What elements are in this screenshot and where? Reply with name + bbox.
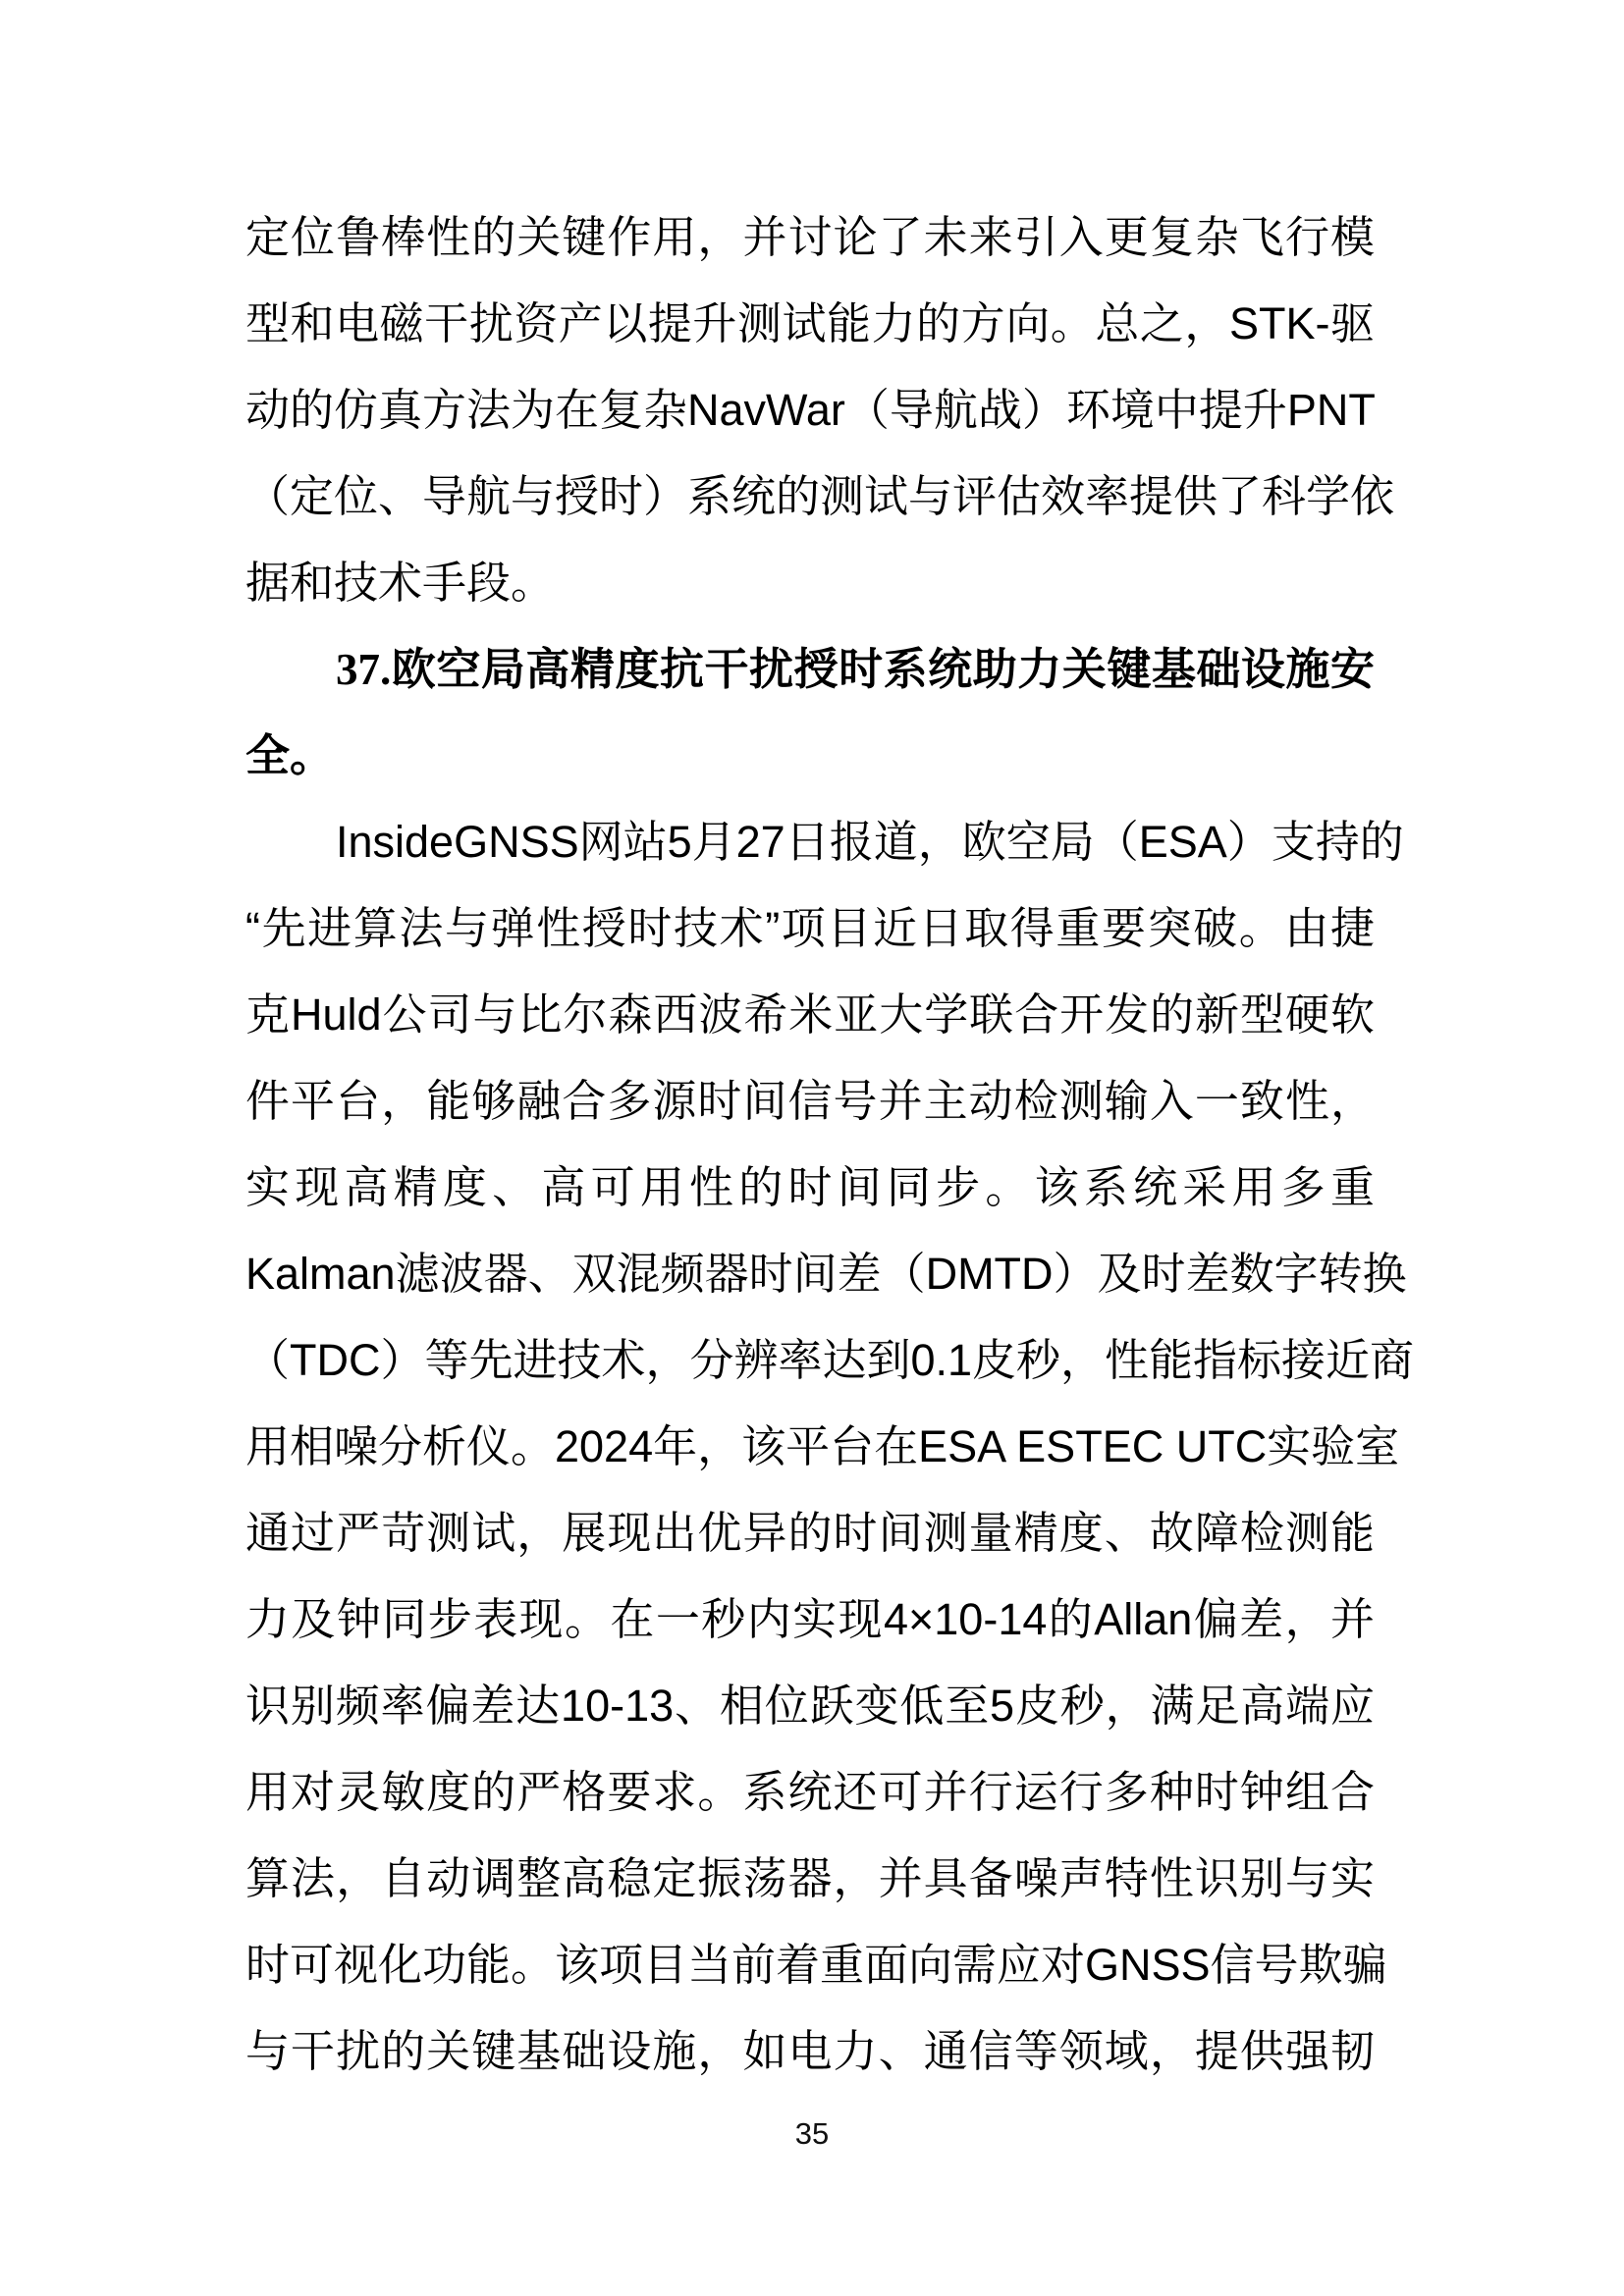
body-line: 通过严苛测试，展现出优异的时间测量精度、故障检测能 <box>245 1508 1375 1558</box>
body-line: 动的仿真方法为在复杂NavWar（导航战）环境中提升PNT <box>245 385 1376 435</box>
body-line: 与干扰的关键基础设施，如电力、通信等领域，提供强韧 <box>245 2026 1375 2076</box>
body-line: 算法，自动调整高稳定振荡器，并具备噪声特性识别与实 <box>245 1853 1375 1903</box>
body-line: （定位、导航与授时）系统的测试与评估效率提供了科学依 <box>245 471 1395 521</box>
body-line: 据和技术手段。 <box>245 558 556 608</box>
page-number: 35 <box>794 2116 830 2151</box>
body-line: 力及钟同步表现。在一秒内实现4×10-14的Allan偏差，并 <box>245 1594 1375 1644</box>
body-line: 时可视化功能。该项目当前着重面向需应对GNSS信号欺骗 <box>245 1940 1387 1990</box>
body-line: Kalman滤波器、双混频器时间差（DMTD）及时差数字转换 <box>245 1249 1407 1299</box>
body-line: InsideGNSS网站5月27日报道，欧空局（ESA）支持的 <box>336 817 1404 867</box>
body-line: 用相噪分析仪。2024年，该平台在ESA ESTEC UTC实验室 <box>245 1421 1400 1471</box>
body-line: 实现高精度、高可用性的时间同步。该系统采用多重 <box>245 1162 1375 1212</box>
section-heading-line: 37.欧空局高精度抗干扰授时系统助力关键基础设施安 <box>336 645 1375 694</box>
body-line: 定位鲁棒性的关键作用，并讨论了未来引入更复杂飞行模 <box>245 212 1375 262</box>
body-line: 克Huld公司与比尔森西波希米亚大学联合开发的新型硬软 <box>245 989 1375 1040</box>
document-text <box>245 194 1415 2095</box>
body-line: 用对灵敏度的严格要求。系统还可并行运行多种时钟组合 <box>245 1767 1375 1817</box>
body-line: 识别频率偏差达10-13、相位跃变低至5皮秒，满足高端应 <box>245 1681 1375 1731</box>
body-line: （TDC）等先进技术，分辨率达到0.1皮秒，性能指标接近商 <box>245 1335 1415 1385</box>
body-line: “先进算法与弹性授时技术”项目近日取得重要突破。由捷 <box>245 903 1375 953</box>
body-line: 型和电磁干扰资产以提升测试能力的方向。总之，STK-驱 <box>245 298 1375 348</box>
section-heading-line: 全。 <box>245 731 335 780</box>
body-line: 件平台，能够融合多源时间信号并主动检测输入一致性， <box>245 1076 1375 1126</box>
